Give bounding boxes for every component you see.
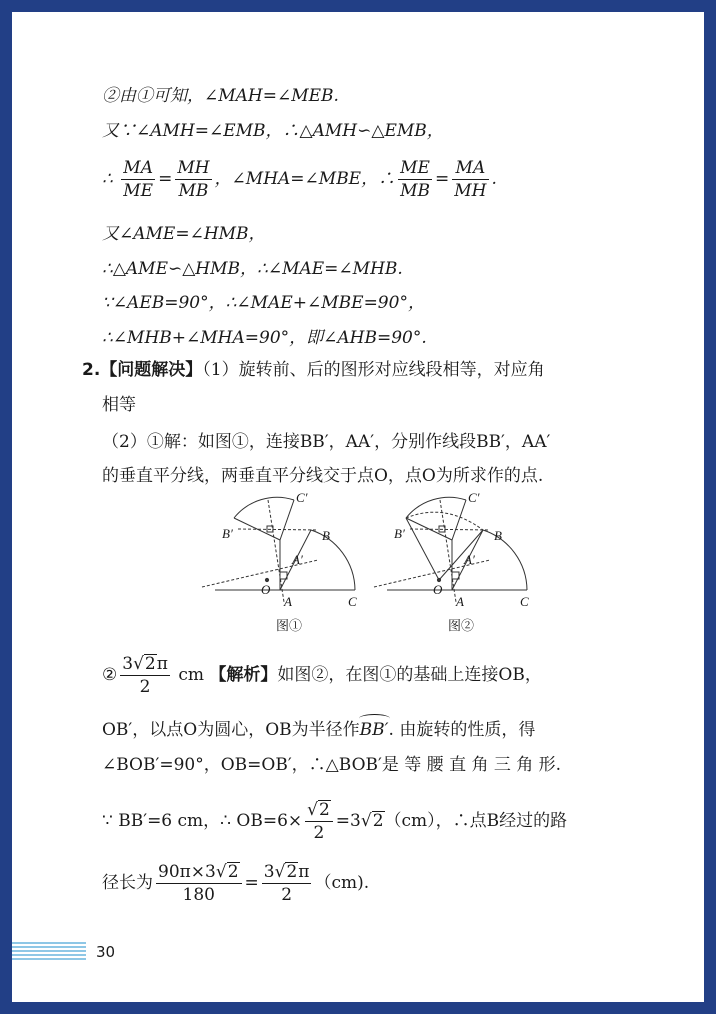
answer-fraction: $\frac{3√2\pi}{2}$: [122, 654, 168, 697]
therefore-symbol: ∴: [102, 169, 113, 189]
label-b-prime: B′: [222, 526, 233, 541]
geometry-figures: [198, 484, 538, 634]
proof-line-4: 又∠AME=∠HMB，: [102, 224, 266, 244]
page-number: 30: [96, 943, 116, 961]
segment-bb-prime: [238, 529, 318, 530]
label-c-prime: C′: [468, 490, 480, 505]
perpendicular-bisector-1: [268, 500, 284, 602]
label-a: A: [284, 594, 292, 609]
arc-b-prime-c-prime: [406, 497, 466, 518]
label-b-prime: B′: [394, 526, 405, 541]
document-page: [12, 12, 704, 1002]
fraction-me-mb: $\frac{ME}{MB}$: [400, 158, 431, 201]
perpendicular-bisector-1: [440, 500, 456, 602]
proof-line-7: ∴∠MHB+∠MHA=90°，即∠AHB=90°.: [102, 328, 427, 348]
label-b: B: [322, 528, 330, 543]
proof-line-2: 又∵∠AMH=∠EMB，∴△AMH∽△EMB，: [102, 121, 444, 141]
label-c-prime: C′: [296, 490, 308, 505]
proof-line-3: ∴ $\frac{MA}{ME}$ = $\frac{MH}{MB}$ ，∠MHA=∠MBE，∴ $\frac{ME}{MB}$ = $\frac{MA}{MH}$ .: [102, 158, 497, 201]
label-a: A: [456, 594, 464, 609]
label-a-prime: A′: [464, 552, 475, 567]
label-c: C: [348, 594, 357, 609]
question-2-line-4: 的垂直平分线，两垂直平分线交于点O，点O为所求作的点.: [102, 466, 544, 486]
figure-1-caption: 图①: [276, 619, 303, 634]
answer-line-3: ∠BOB′=90°，OB=OB′，∴△BOB′是 等 腰 直 角 三 角 形.: [102, 755, 562, 775]
arc-bc: [311, 530, 355, 590]
result-fraction: $\frac{3√2\pi}{2}$: [263, 862, 310, 905]
answer-line-2: OB′，以点O为圆心，OB为半径作BB′. 由旋转的性质，得: [102, 720, 536, 740]
label-o: O: [261, 582, 271, 597]
arc-length-fraction: $\frac{90\pi\times 3√2}{180}$: [156, 861, 242, 906]
answer-line-4: ∵ BB′=6 cm，∴ OB=6× $\frac{√2}{2}$ =3√2（cm），∴点B经过的路: [102, 800, 568, 843]
question-tag: 【问题解决】: [100, 360, 203, 380]
segment-a-prime-c-prime: [452, 500, 466, 540]
label-c: C: [520, 594, 529, 609]
fraction-ma-mh: $\frac{MA}{MH}$: [454, 158, 487, 201]
question-2-line-3: （2）①解：如图①，连接BB′，AA′，分别作线段BB′，AA′: [102, 432, 551, 452]
fraction-sqrt2-over-2: $\frac{√2}{2}$: [305, 799, 333, 844]
figure-2-caption: 图②: [448, 619, 475, 634]
figure-1-labels: [222, 490, 357, 609]
question-2-heading: 2.【问题解决】（1）旋转前、后的图形对应线段相等，对应角: [82, 360, 545, 380]
segment-bb-prime: [410, 529, 490, 530]
answer-line-1: ② $\frac{3√2\pi}{2}$ cm 【解析】如图②，在图①的基础上连接OB，: [102, 654, 542, 697]
proof-line-1: ②由①可知，∠MAH=∠MEB.: [102, 86, 339, 106]
label-a-prime: A′: [292, 552, 303, 567]
arc-b-prime-c-prime: [234, 497, 294, 518]
figure-2-labels: [394, 490, 529, 609]
label-o: O: [433, 582, 443, 597]
analysis-tag: 【解析】: [209, 665, 278, 685]
answer-line-5: 径长为 $\frac{90\pi\times 3√2}{180}$ = $\frac{3√2\pi}{2}$ （cm).: [102, 862, 370, 905]
fraction-ma-me: $\frac{MA}{ME}$: [123, 158, 154, 201]
arc-bc: [483, 530, 527, 590]
segment-ob-prime: [406, 518, 439, 580]
segment-a-prime-c-prime: [280, 500, 294, 540]
proof-line-6: ∵∠AEB=90°，∴∠MAE+∠MBE=90°，: [102, 293, 425, 313]
figure-1: [202, 497, 355, 602]
label-b: B: [494, 528, 502, 543]
arc-bb-prime-symbol: BB′: [359, 720, 389, 740]
fraction-mh-mb: $\frac{MH}{MB}$: [177, 158, 210, 201]
question-2-line-2: 相等: [102, 395, 136, 415]
figure-2: [374, 497, 527, 602]
footer-stripes: [12, 942, 86, 964]
unit-cm: cm: [178, 665, 204, 685]
proof-line-5: ∴△AME∽△HMB，∴∠MAE=∠MHB.: [102, 259, 403, 279]
question-number: 2.: [82, 360, 101, 380]
